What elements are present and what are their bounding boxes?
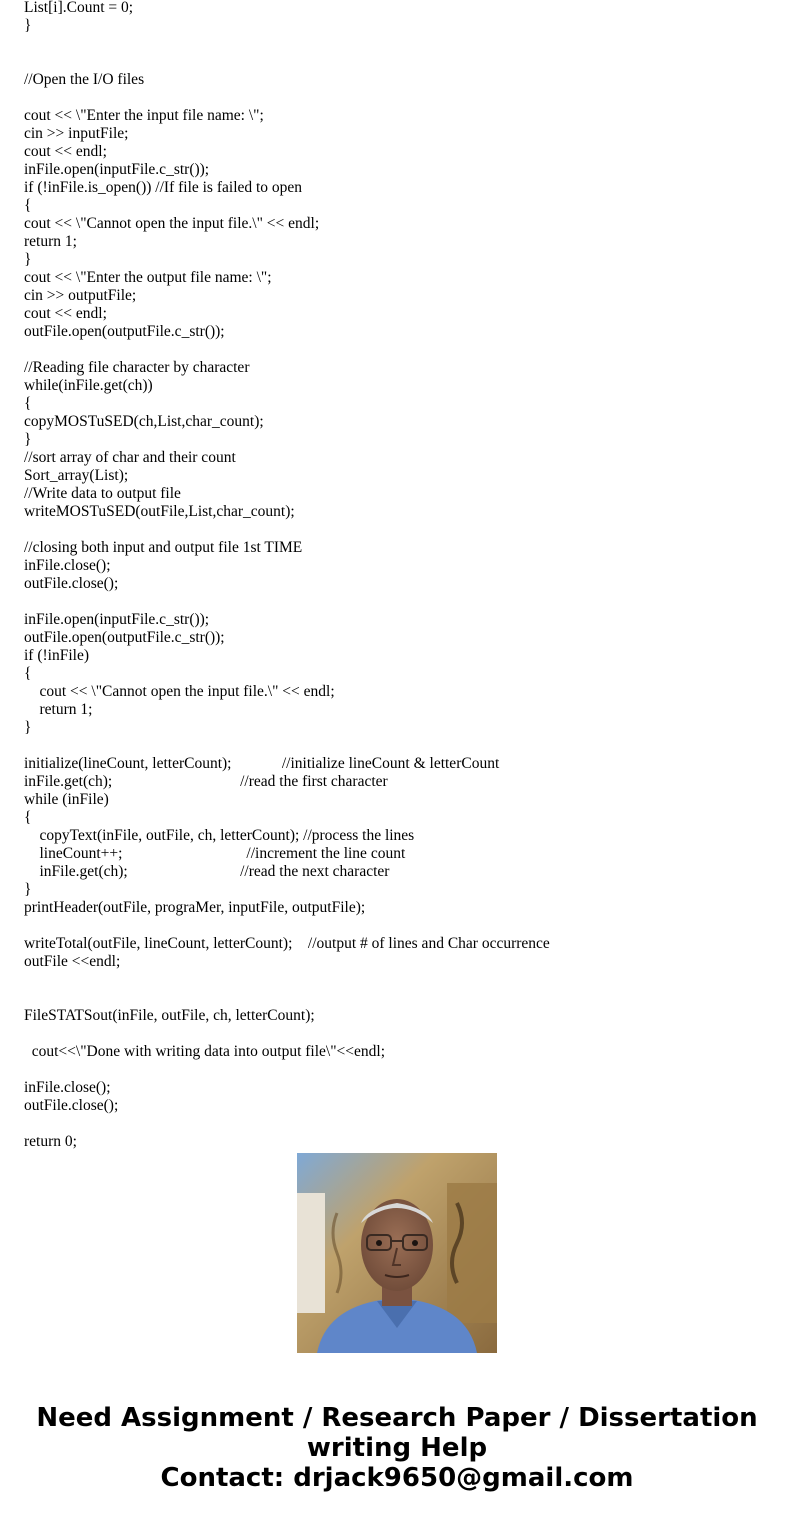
code-line: return 0;	[24, 1133, 77, 1150]
code-line	[24, 1115, 784, 1133]
code-line: lineCount++; //increment the line count	[24, 845, 406, 862]
code-line: //closing both input and output file 1st TIME	[24, 539, 303, 556]
code-line	[24, 1025, 784, 1043]
promo-banner	[0, 1403, 794, 1493]
code-line: Sort_array(List);	[24, 467, 129, 484]
code-line: {	[24, 809, 32, 826]
promo-contact: Contact: drjack9650@gmail.com	[160, 1463, 634, 1493]
code-line: return 1;	[24, 701, 93, 718]
code-line: while(inFile.get(ch))	[24, 377, 153, 394]
code-line: while (inFile)	[24, 791, 109, 808]
code-line	[24, 1061, 784, 1079]
promo-line-2: writing Help	[306, 1433, 488, 1463]
promo-line-1: Need Assignment / Research Paper / Dissertation	[36, 1403, 758, 1433]
code-listing	[24, 0, 784, 1150]
code-line	[24, 53, 784, 71]
code-line: inFile.get(ch); //read the next character	[24, 863, 390, 880]
code-line: cin >> outputFile;	[24, 287, 137, 304]
code-line: }	[24, 431, 32, 448]
code-line: {	[24, 665, 32, 682]
code-line	[24, 593, 784, 611]
code-line	[24, 521, 784, 539]
code-line: outFile.close();	[24, 1097, 119, 1114]
code-line: outFile <<endl;	[24, 953, 121, 970]
code-line	[24, 35, 784, 53]
code-line	[24, 89, 784, 107]
code-line: List[i].Count = 0;	[24, 0, 134, 16]
code-line	[24, 737, 784, 755]
author-avatar	[297, 1153, 497, 1353]
code-line	[24, 971, 784, 989]
code-line: copyMOSTuSED(ch,List,char_count);	[24, 413, 264, 430]
code-line: outFile.open(outputFile.c_str());	[24, 629, 225, 646]
code-line: inFile.open(inputFile.c_str());	[24, 611, 210, 628]
code-line: //Write data to output file	[24, 485, 181, 502]
code-line: copyText(inFile, outFile, ch, letterCount); //process the lines	[24, 827, 415, 844]
code-line: writeMOSTuSED(outFile,List,char_count);	[24, 503, 295, 520]
code-line: cout << \"Enter the input file name: \";	[24, 107, 264, 124]
code-line	[24, 341, 784, 359]
code-line: cout << \"Cannot open the input file.\" << endl;	[24, 215, 320, 232]
code-line: inFile.get(ch); //read the first character	[24, 773, 388, 790]
code-line	[24, 917, 784, 935]
code-line: //Reading file character by character	[24, 359, 250, 376]
code-line: }	[24, 17, 32, 34]
code-line: FileSTATSout(inFile, outFile, ch, letterCount);	[24, 1007, 315, 1024]
code-line: writeTotal(outFile, lineCount, letterCount); //output # of lines and Char occurrence	[24, 935, 550, 952]
code-line: cout << \"Enter the output file name: \";	[24, 269, 272, 286]
code-line: }	[24, 719, 32, 736]
code-line: cin >> inputFile;	[24, 125, 129, 142]
code-line: outFile.open(outputFile.c_str());	[24, 323, 225, 340]
code-line: if (!inFile.is_open()) //If file is failed to open	[24, 179, 303, 196]
code-line: cout<<\"Done with writing data into output file\"<<endl;	[24, 1043, 386, 1060]
code-line: cout << endl;	[24, 305, 107, 322]
code-line: }	[24, 881, 32, 898]
code-line: cout << \"Cannot open the input file.\" << endl;	[24, 683, 335, 700]
author-photo	[297, 1153, 497, 1353]
code-line	[24, 989, 784, 1007]
code-line: {	[24, 197, 32, 214]
code-line: //Open the I/O files	[24, 71, 145, 88]
code-line: inFile.open(inputFile.c_str());	[24, 161, 210, 178]
code-line: //sort array of char and their count	[24, 449, 236, 466]
code-line: {	[24, 395, 32, 412]
code-line: inFile.close();	[24, 557, 111, 574]
code-line: printHeader(outFile, prograMer, inputFile, outputFile);	[24, 899, 366, 916]
code-line: initialize(lineCount, letterCount); //initialize lineCount & letterCount	[24, 755, 500, 772]
code-line: inFile.close();	[24, 1079, 111, 1096]
code-line: outFile.close();	[24, 575, 119, 592]
code-line: cout << endl;	[24, 143, 107, 160]
code-line: return 1;	[24, 233, 77, 250]
code-line: }	[24, 251, 32, 268]
code-line: if (!inFile)	[24, 647, 89, 664]
